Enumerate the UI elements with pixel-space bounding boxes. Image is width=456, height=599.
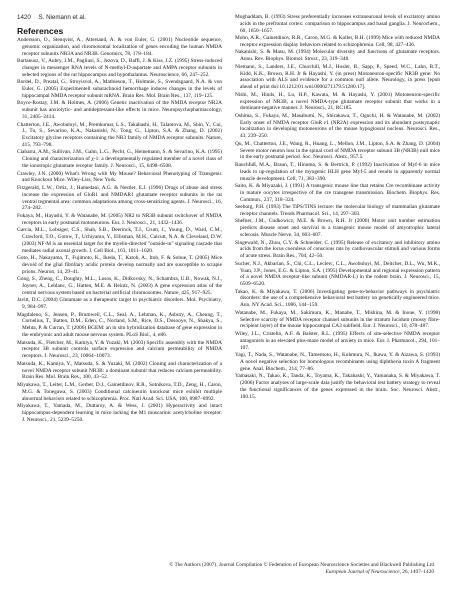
reference-entry: Andersson, O., Stenqvist, A., Attersand, A. & von Euler, G. (2001) Nucleotide sequence, genomic organization, and chromosomal localization of genes encoding the human NMDA receptor subunits NR3A and NR3B. Genomics, 78, 178–184.: [17, 37, 222, 57]
reference-entry: Ciabarra, A.M., Sullivan, J.M., Gahn, L.G., Pecht, G., Heinemann, S. & Sevarino, K.A. (1995) Cloning and characterization of χ-1: a developmentally regulated member of a novel class of the ionotropic glutamate receptor family. J. Neurosci., 15, 6498–6508.: [17, 149, 222, 170]
reference-entry: Matsuda, K., Kamiya, Y., Matsuda, S. & Yuzaki, M. (2002) Cloning and characterization of a novel NMDA receptor subunit NR3B: a dominant subunit that reduces calcium permeability. Brain Res. Mol. Brain Res., 100, 43–52.: [17, 360, 222, 381]
reference-entry: Watanabe, M., Fukaya, M., Sakimura, K., Manabe, T., Mishina, M. & Inoue, Y. (1998) Selective scarcity of NMDA receptor channel subunits in the stratum lucidum (mossy fibre-recipient layer) of the mouse hippocampal CA3 subfield. Eur. J. Neurosci., 10, 478–487.: [235, 309, 440, 330]
reference-entry: Niemann, S., Landers, J.E., Churchill, M.J., Hosler, B., Sapp, P., Speed, W.C., Lahn, B.T., Kidd, K.K., Brown, R.H. Jr & Hayashi, Y. (in press) Motoneuron-specific NR3B gene: No association with ALS and evidence for a common null allele. Neurology, in press [epub ahead of print doi:10.1212/01.wnl.0000271379.51280.17].: [235, 63, 440, 91]
journal-citation-line: [24, 569, 434, 576]
reference-entry: Shefner, J.M., Cudkowicz, M.E. & Brown, R.H. Jr (2006) Motor unit number estimation predicts disease onset and survival in a transgenic mouse model of amyotrophic lateral sclerosis. Muscle Nerve, 34, 603–607.: [235, 218, 440, 239]
reference-entry: Saito, K. & Miyazaki, J. (1991) A transgenic mouse line that retains Cre recombinase activity in mature oocytes irrespective of the cre transgene transmission. Biochem. Biophys. Res. Commun., 237, 318–324.: [235, 183, 440, 203]
reference-entry: Chatterton, J.E., Awobuluyi, M., Premkumar, L.S., Takahashi, H., Talantova, M., Shin, Y., Cui, J., Tu, S., Sevarino, K.A., Nakanishi, N., Tong, G., Lipton, S.A. & Zhang, D. (2002) Excitatory glycine receptors containing the NR3 family of NMDA receptor subunits. Nature, 415, 793–798.: [17, 121, 222, 149]
reference-entry: Goto, H., Nakayama, T., Fujimoto, K., Ikeda, T., Katoh, A., Itoh, F. & Sobue, T. (2005) Mice devoid of the glial fibrillary acidic protein develop normally and are susceptible to scrapie prions. Neuron, 14, 29–41.: [17, 255, 222, 275]
section-title: References: [17, 26, 64, 36]
reference-entry: Magdaleno, S., Jensen, P., Brumwell, C.L., Seal, A., Lehman, K., Asbury, A., Cheung, T., Cornelius, T., Batten, D.M., Eden, C., Norland, S.M., Rice, D.S., Dosooye, N., Shakya, S., Mehta, P. & Curran, T. (2006) BGEM: an in situ hybridization database of gene expression in the embryonic and adult mouse nervous system. PLoS Biol., 4, e86.: [17, 311, 222, 339]
journal-name: European Journal of Neuroscience: [325, 569, 400, 575]
reference-entry: Crawley, J.N. (2000) What's Wrong with My Mouse? Behavioral Phenotyping of Transgenic and Knockout Mice. Wiley-Liss, New York.: [17, 170, 222, 184]
reference-entry: Takao, K. & Miyakawa, T. (2006) Investigating gene-to-behavior pathways in psychiatric disorders: the use of a comprehensive behavioral test battery on genetically engineered mice. Ann. NY Acad. Sci., 1086, 144–159.: [235, 288, 440, 309]
reference-entry: Javitt, D.C. (2004) Glutamate as a therapeutic target in psychiatric disorders. Mol. Psychiatry, 9, 984–997.: [17, 297, 222, 311]
reference-entry: Nishi, M., Hinds, H., Lu, H.P., Kawata, M. & Hayashi, Y. (2001) Motoneuron-specific expression of NR3B, a novel NMDA-type glutamate receptor subunit that works in a dominant-negative manner. J. Neurosci., 21, RC185.: [235, 91, 440, 112]
copyright-line: © The Authors (2007). Journal Compilation © Federation of European Neuroscience Societies and Blackwell Publishing Ltd: [169, 562, 434, 568]
reference-entry: Wiley, J.L., Cristello, A.F. & Balster, R.L. (1995) Effects of site-selective NMDA receptor antagonists in an elevated plus-maze model of anxiety in mice. Eur. J. Pharmacol., 294, 101–107.: [235, 330, 440, 351]
reference-entry: Boyce-Rustay, J.M. & Holmes, A. (2006) Genetic inactivation of the NMDA receptor NR2A subunit has anxiolytic- and antidepressant-like effects in mice. Neuropsychopharmacology, 31, 2405–2414.: [17, 100, 222, 121]
reference-entry: Mohn, A.R., Gainetdinov, R.R., Caron, M.G. & Koller, B.H. (1999) Mice with reduced NMDA receptor expression display behaviors related to schizophrenia. Cell, 98, 427–436.: [235, 35, 440, 48]
reference-entry: Gong, S., Zheng, C., Doughty, M.L., Losos, K., Didkovsky, N., Schambra, U.B., Nowak, N.J., Joyner, A., Leblanc, G., Hatten, M.E. & Heintz, N. (2003) A gene expression atlas of the central nervous system based on bacterial artificial chromosomes. Nature, 425, 917–925.: [17, 276, 222, 296]
page-number: 1420: [17, 14, 31, 21]
reference-entry: Singewald, N., Zhou, G.Y. & Schneider, C. (1995) Release of excitatory and inhibitory amino acids from the locus coeruleus of conscious rats by cardiovascular stimuli and various forms of acute stress. Brain Res., 704, 42–50.: [235, 239, 440, 260]
reference-entry: Qu, M., Chatterton, J.E., Wang, R., Huang, L., Mellon, J.M., Lipton, S.A. & Zhang, D. (2004) Severe motor neuron loss in the spinal cord of NMDA receptor subunit 3B (NR3B) null mice in the early postnatal period. Soc. Neurosci. Abstr., 957.5.: [235, 140, 440, 161]
running-head-authors: S. Niemann et al.: [38, 14, 86, 21]
references-left-column: [17, 37, 222, 549]
running-head: [17, 14, 86, 21]
reference-entry: Yagi, T., Nada, S., Watanabe, N., Tamemoto, H., Kohmura, N., Ikawa, Y. & Aizawa, S. (1993) A novel negative selection for homologous recombinants using diphtheria toxin A fragment gene. Anal. Biochem., 214, 77–86.: [235, 352, 440, 372]
journal-volume-pages: , 26, 1407–1420: [399, 569, 434, 575]
references-right-column: [235, 14, 440, 549]
reference-entry: Fitzgerald, L.W., Ortiz, J., Hamedani, A.G. & Nestler, E.J. (1996) Drugs of abuse and stress increase the expression of GluR1 and NMDAR1 glutamate receptor subunits in the rat ventral tegmental area: common adaptations among cross-sensitizing agents. J. Neurosci., 16, 274–282.: [17, 184, 222, 212]
copyright-footer: [24, 562, 434, 576]
reference-entry: Bartanusz, V., Aubry, J.M., Pagliusi, S., Jezova, D., Baffi, J. & Kiss, J.Z. (1995) Stress-induced changes in messenger RNA levels of N-methyl-D-aspartate and AMPA receptor subunits in selected regions of the rat hippocampus and hypothalamus. Neuroscience, 66, 247–252.: [17, 58, 222, 78]
reference-entry: Nakanishi, S. & Masu, M. (1994) Molecular diversity and functions of glutamate receptors. Annu. Rev. Biophys. Biomol. Struct., 23, 319–348.: [235, 49, 440, 63]
reference-entry: Yamasaki, N., Takao, K., Tanda, K., Toyama, K., Takahashi, Y., Yamanaka, S. & Miyakawa, T. (2006) Factor analyses of large-scale data justify the behavioral test battery strategy to reveal the functional significances of the genes expressed in the brain. Soc. Neurosci. Abstr., 100.15.: [235, 373, 440, 400]
reference-entry: Moghaddam, B. (1993) Stress preferentially increases extraneuronal levels of excitatory amino acids in the prefrontal cortex: comparison to hippocampus and basal ganglia. J. Neurochem., 60, 1650–1657.: [235, 14, 440, 34]
reference-entry: Matsuda, K., Fletcher, M., Kamiya, Y. & Yuzaki, M. (2003) Specific assembly with the NMDA receptor 3B subunit controls surface expression and calcium permeability of NMDA receptors. J. Neurosci., 23, 10064–10073.: [17, 339, 222, 360]
reference-entry: Miyakawa, T., Leiter, L.M., Gerber, D.J., Gainetdinov, R.R., Sotnikova, T.D., Zeng, H., Caron, M.G. & Tonegawa, S. (2003) Conditional calcineurin knockout mice exhibit multiple abnormal behaviors related to schizophrenia. Proc. Natl Acad. Sci. USA, 100, 8987–8992.: [17, 381, 222, 402]
reference-entry: Bordel, D., Preatal, G., Stroyisvol, A., Mathieson, T., Holmnie, S., Svendsgaard, N.A. & von Euler, G. (2005) Experimentell subarachnoid hemorrhage induces changes in the levels of hippocampal NMDA receptor subunit mRNA. Brain Res. Mol. Brain Res., 137, 119–125.: [17, 79, 222, 99]
reference-entry: Miyakawa, T., Yamada, M., Duttaroy, A. & Wess, J. (2001) Hyperactivity and intact hippocampus-dependent learning in mice lacking the M1 muscarinic acetylcholine receptor. J. Neurosci., 21, 5239–5250.: [17, 402, 222, 423]
reference-entry: Garcia, M.L., Lobsiger, C.S., Shah, S.B., Deerinck, T.J., Crum, J., Young, D., Ward, C.M., Crawford, T.O., Gotow, T., Uchiyama, Y., Ellisman, M.H., Calcutt, N.A. & Cleveland, D.W. (2003) NF-M is an essential target for the myelin-directed "outside-in" signaling cascade that mediates radial axonal growth. J. Cell Biol., 163, 1011–1020.: [17, 227, 222, 254]
reference-entry: Sucher, N.J., Akbarian, S., Chi, C.L., Leclerc, C.L., Awobuluyi, M., Deitcher, D.L., Wu, M.K., Yuan, J.P., Jones, E.G. & Lipton, S.A. (1995) Developmental and regional expression pattern of a novel NMDA receptor-like subunit (NMDAR-L) in the rodent brain. J. Neurosci., 15, 6509–6520.: [235, 260, 440, 288]
reference-entry: Oshima, S., Fukaya, M., Masabumi, N., Shirakawa, T., Oguchi, H. & Watanabe, M. (2002) Early onset of NMDA receptor GluR ε1 (NR2A) expression and its abundant postsynaptic localization in developing motoneurons of the mouse hypoglossal nucleus. Neurosci. Res., 43, 239–250.: [235, 112, 440, 140]
reference-entry: Fukaya, M., Hayashi, Y. & Watanabe, M. (2005) NR2 to NR3B subunit switchover of NMDA receptors in early postnatal motoneurons. Eur. J. Neurosci., 21, 1432–1436.: [17, 212, 222, 226]
reference-entry: Seeburg, P.H. (1993) The TiPS/TINS lecture: the molecular biology of mammalian glutamate receptor channels. Trends Pharmacol. Sci., 14, 297–303.: [235, 204, 440, 217]
reference-entry: Rauchfuß, M.A., Braun, T., Hinuma, S. & Bertrich, P. (1992) Inactivation of Myf-6 in mice leads to up-regulation of the myogenic HLH gene Myf-5 and results in apparently normal muscle development. Cell, 71, 383–390.: [235, 161, 440, 182]
